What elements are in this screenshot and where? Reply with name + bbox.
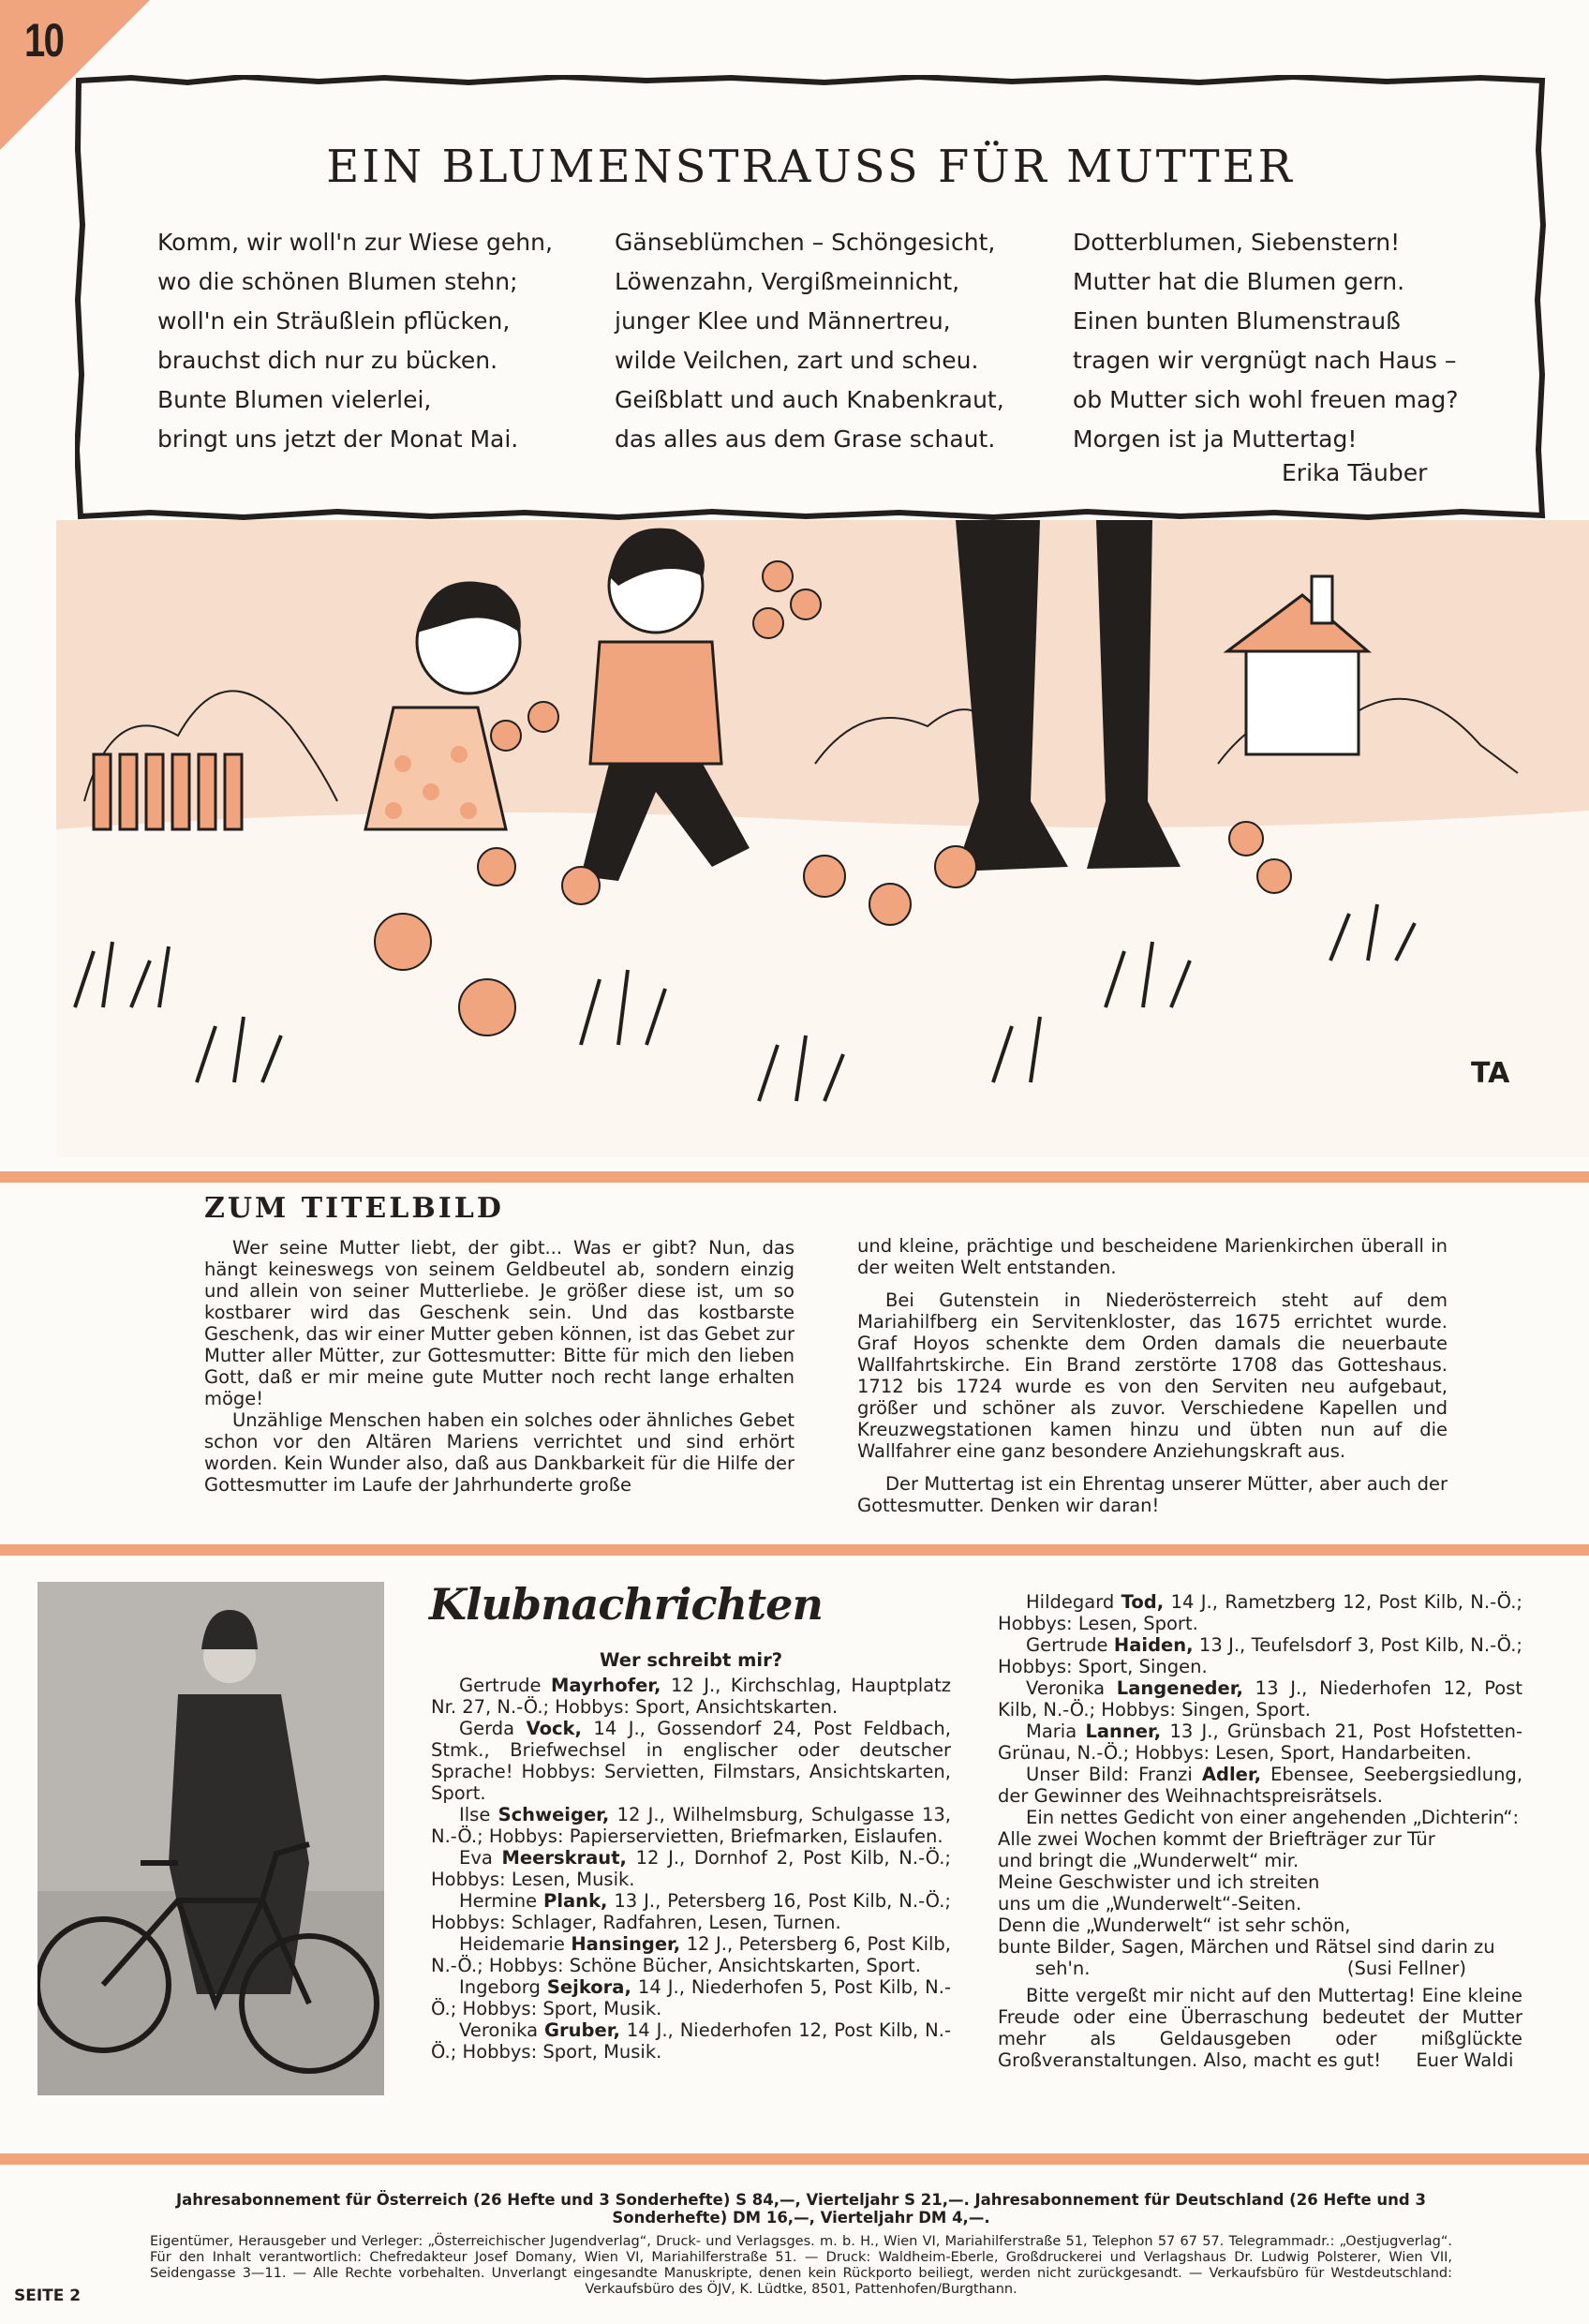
divider-bar <box>0 2153 1589 2165</box>
paragraph: Wer seine Mutter liebt, der gibt... Was er gibt? Nun, das hängt keineswegs von seinem Geldbeutel ab, sondern einzig und allein von seiner Mutterliebe. Je größer diese ist, um so kostbarer wird das Geschenk sein. Und das kostbarste Geschenk, das wir einer Mutter geben können, ist das Gebet zur Mutter aller Mütter, zur Gottesmutter: Bitte für mich den lieben Gott, daß er mir meine gute Mutter noch recht lange erhalten möge! <box>204 1237 794 1409</box>
entry-details: 14 J., Niederhofen 5, Post Kilb, N.-Ö.; Hobbys: Sport, Musik. <box>431 1976 952 2019</box>
entry-last-name: Vock, <box>526 1718 582 1739</box>
entry-last-name: Langeneder, <box>1116 1677 1243 1699</box>
entry-first-name: Gertrude <box>459 1675 542 1696</box>
entry-first-name: Gerda <box>459 1718 515 1739</box>
poem-line: Morgen ist ja Muttertag! <box>1073 425 1358 453</box>
poem-line: wo die schönen Blumen stehn; <box>157 268 518 295</box>
entry-last-name: Sejkora, <box>546 1976 631 1998</box>
pen-pal-entry <box>998 1591 1522 1634</box>
poem-line: woll'n ein Sträußlein pflücken, <box>157 307 511 335</box>
titelbild-column-2 <box>857 1235 1448 1527</box>
artist-monogram: TA <box>1471 1057 1510 1090</box>
entry-details: 13 J., Niederhofen 12, Post Kilb, N.-Ö.; Hobbys: Singen, Sport. <box>998 1677 1523 1721</box>
entry-details: 14 J., Rametzberg 12, Post Kilb, N.-Ö.; Hobbys: Lesen, Sport. <box>998 1591 1522 1634</box>
poem-line: Mutter hat die Blumen gern. <box>1073 268 1405 295</box>
pen-pal-entry <box>431 1675 951 1718</box>
entry-details: 14 J., Gossendorf 24, Post Feldbach, Stmk., Briefwechsel in englischer oder deutscher Sprache! Hobbys: Servietten, Filmstars, Ansichtskarten, Sport. <box>431 1718 951 1804</box>
entry-first-name: Ingeborg <box>459 1976 541 1998</box>
pen-pal-entry <box>431 1847 951 1890</box>
poem-line: brauchst dich nur zu bücken. <box>157 347 498 374</box>
section-heading-titelbild: ZUM TITELBILD <box>204 1192 504 1225</box>
poem-line: junger Klee und Männertreu, <box>615 307 951 335</box>
reader-poem-line: Meine Geschwister und ich streiten <box>998 1871 1320 1893</box>
entry-first-name: Veronika <box>459 2019 539 2041</box>
entry-last-name: Haiden, <box>1113 1634 1194 1656</box>
poem-last-line <box>998 1958 1522 1979</box>
poem-author: Erika Täuber <box>1282 459 1428 486</box>
entry-details: 14 J., Niederhofen 12, Post Kilb, N.-Ö.; Hobbys: Sport, Musik. <box>431 2019 951 2063</box>
poem-line: Geißblatt und auch Knabenkraut, <box>615 386 1004 413</box>
entry-first-name: Eva <box>459 1847 493 1869</box>
klub-column-1 <box>431 1649 951 2063</box>
page-number: 10 <box>24 14 64 67</box>
pen-pal-entry <box>998 1721 1522 1764</box>
reader-poem-line: bunte Bilder, Sagen, Märchen und Rätsel sind darin zu <box>998 1936 1495 1958</box>
poem-last-word: seh'n. <box>1035 1958 1091 1979</box>
pen-pal-entry <box>998 1764 1522 1807</box>
page-label: SEITE 2 <box>14 2287 82 2305</box>
entry-first-name: Ilse <box>459 1804 491 1825</box>
subheading-wer-schreibt-mir: Wer schreibt mir? <box>599 1649 783 1671</box>
paragraph: Bei Gutenstein in Niederösterreich steht auf dem Mariahilfberg ein Servitenkloster, das 1675 errichtet wurde. Graf Hoyos schenkte dem Orden damals die neuerbaute Wallfahrtskirche. Ein Brand zerstörte 1708 das Gotteshaus. 1712 bis 1724 wurde es von den Serviten neu aufgebaut, größer und schöner als zuvor. Verschiedene Kapellen und Kreuzwegstationen kamen hinzu und übten nun auf die Wallfahrer eine ganz besondere Anziehungskraft aus. <box>857 1289 1448 1462</box>
poem-title: EIN BLUMENSTRAUSS FÜR MUTTER <box>326 141 1295 193</box>
pen-pal-entry <box>998 1677 1522 1721</box>
photo-boy-with-bicycle <box>37 1582 384 2095</box>
pen-pal-entry <box>431 2019 951 2063</box>
entry-last-name: Meerskraut, <box>501 1847 627 1869</box>
pen-pal-entry <box>431 1890 951 1933</box>
pen-pal-entry <box>431 1718 951 1804</box>
poem-line: Dotterblumen, Siebenstern! <box>1073 229 1401 256</box>
titelbild-column-1 <box>204 1237 794 1496</box>
entry-details: 12 J., Dornhof 2, Post Kilb, N.-Ö.; Hobbys: Lesen, Musik. <box>431 1847 951 1890</box>
reader-poem-line: uns um die „Wunderwelt“-Seiten. <box>998 1893 1302 1914</box>
entry-first-name: Maria <box>1026 1721 1077 1742</box>
entry-first-name: Unser Bild: Franzi <box>1026 1764 1193 1785</box>
divider-bar <box>0 1171 1589 1183</box>
entry-last-name: Adler, <box>1201 1764 1262 1785</box>
entry-details: 12 J., Kirchschlag, Hauptplatz Nr. 27, N.-Ö.; Hobbys: Sport, Ansichtskarten. <box>431 1675 952 1718</box>
poem-column-3 <box>1073 223 1458 459</box>
entry-details: 12 J., Petersberg 6, Post Kilb, N.-Ö.; Hobbys: Schöne Bücher, Ansichtskarten, Sport. <box>431 1933 951 1976</box>
entry-last-name: Lanner, <box>1085 1721 1162 1742</box>
entry-last-name: Tod, <box>1121 1591 1165 1613</box>
pen-pal-entry <box>431 1804 951 1847</box>
paragraph: und kleine, prächtige und bescheidene Marienkirchen überall in der weiten Welt entstanden. <box>857 1235 1448 1278</box>
entry-last-name: Hansinger, <box>571 1933 681 1955</box>
poem-column-2 <box>615 223 1004 459</box>
poem-line: tragen wir vergnügt nach Haus – <box>1073 347 1457 374</box>
pen-pal-entry <box>998 1634 1522 1677</box>
entry-last-name: Plank, <box>543 1890 608 1912</box>
entry-last-name: Mayrhofer, <box>551 1675 661 1696</box>
pen-pal-entry <box>431 1976 951 2019</box>
poem-line: bringt uns jetzt der Monat Mai. <box>157 425 519 453</box>
entry-details: 13 J., Grünsbach 21, Post Hofstetten-Grünau, N.-Ö.; Hobbys: Lesen, Sport, Handarbeiten. <box>998 1721 1522 1764</box>
imprint-text: Eigentümer, Herausgeber und Verleger: „Österreichischer Jugendverlag“, Druck- und Verlagsges. m. b. H., Wien VI, Mariahilferstraße 51, Telephon 57 67 57. Telegrammadr.: „Oestjugverlag“. Für den Inhalt verantwortlich: Chefredakteur Josef Domany, Wien VI, Mariahilferstraße 51. — Druck: Waldheim-Eberle, Großdruckerei und Verlagshaus Dr. Ludwig Polsterer, Wien VII, Seidengasse 3—11. — Alle Rechte vorbehalten. Unverlangt eingesandte Manuskripte, denen kein Rückporto beiliegt, werden nicht zurückgesandt. — Verkaufsbüro für Westdeutschland: Verkaufsbüro des ÖJV, K. Lüdtke, 8501, Pattenhofen/Burgthann. <box>150 2234 1452 2297</box>
pen-pal-entry <box>431 1933 951 1976</box>
entry-details: 13 J., Petersberg 16, Post Kilb, N.-Ö.; Hobbys: Schlager, Radfahren, Lesen, Turnen. <box>431 1890 951 1933</box>
entry-details: 12 J., Wilhelmsburg, Schulgasse 13, N.-Ö.; Hobbys: Papierservietten, Briefmarken, Eislaufen. <box>431 1804 952 1847</box>
poem-line: Bunte Blumen vielerlei, <box>157 386 432 413</box>
footer-imprint <box>150 2191 1452 2298</box>
entry-details: 13 J., Teufelsdorf 3, Post Kilb, N.-Ö.; Hobbys: Sport, Singen. <box>998 1634 1522 1677</box>
poem-author: (Susi Fellner) <box>1346 1958 1466 1979</box>
divider-bar <box>0 1544 1589 1556</box>
reader-poem-line: Alle zwei Wochen kommt der Briefträger zur Tür <box>998 1828 1435 1850</box>
closing-text: Bitte vergeßt mir nicht auf den Muttertag! Eine kleine Freude oder eine Überraschung bedeutet der Mutter mehr als Geldausgeben oder mißglückte Großveranstaltungen. Also, macht es gut! <box>998 1985 1522 2071</box>
entry-first-name: Heidemarie <box>459 1933 565 1955</box>
paragraph: Unzählige Menschen haben ein solches oder ähnliches Gebet schon vor den Altären Mariens verrichtet und sind erhört worden. Kein Wunder also, daß aus Dankbarkeit für die Hilfe der Gottesmutter im Laufe der Jahrhunderte große <box>204 1409 794 1496</box>
poem-line: Einen bunten Blumenstrauß <box>1073 307 1401 335</box>
poem-line: das alles aus dem Grase schaut. <box>615 425 996 453</box>
poem-column-1 <box>157 223 553 459</box>
poem-line: ob Mutter sich wohl freuen mag? <box>1073 386 1459 413</box>
poem-line: Gänseblümchen – Schöngesicht, <box>615 229 996 256</box>
entry-first-name: Gertrude <box>1026 1634 1108 1656</box>
signature: Euer Waldi <box>1416 2049 1514 2071</box>
entry-first-name: Veronika <box>1026 1677 1106 1699</box>
reader-poem-line: und bringt die „Wunderwelt“ mir. <box>998 1850 1299 1871</box>
section-heading-klubnachrichten: Klubnachrichten <box>429 1579 823 1630</box>
entry-first-name: Hermine <box>459 1890 538 1912</box>
paragraph: Der Muttertag ist ein Ehrentag unserer Mütter, aber auch der Gottesmutter. Denken wir daran! <box>857 1473 1448 1516</box>
entry-first-name: Hildegard <box>1026 1591 1115 1613</box>
entry-last-name: Schweiger, <box>497 1804 610 1825</box>
poem-line: wilde Veilchen, zart und scheu. <box>615 347 979 374</box>
poem-intro: Ein nettes Gedicht von einer angehenden „Dichterin“: <box>1026 1807 1520 1828</box>
illustration-children-picking-flowers <box>56 520 1589 1157</box>
poem-line: Löwenzahn, Vergißmeinnicht, <box>615 268 960 295</box>
reader-poem-line: Denn die „Wunderwelt“ ist sehr schön, <box>998 1914 1351 1936</box>
entry-details: Ebensee, Seebergsiedlung, der Gewinner des Weihnachtspreisrätsels. <box>998 1764 1523 1807</box>
klub-column-2 <box>998 1591 1522 2071</box>
poem-line: Komm, wir woll'n zur Wiese gehn, <box>157 229 553 256</box>
subscription-prices: Jahresabonnement für Österreich (26 Hefte und 3 Sonderhefte) S 84,—, Vierteljahr S 21,—. Jahresabonnement für Deutschland (26 Hefte und 3 Sonderhefte) DM 16,—, Vierteljahr DM 4,—. <box>176 2191 1426 2227</box>
closing-paragraph <box>998 1985 1522 2071</box>
entry-last-name: Gruber, <box>544 2019 620 2041</box>
